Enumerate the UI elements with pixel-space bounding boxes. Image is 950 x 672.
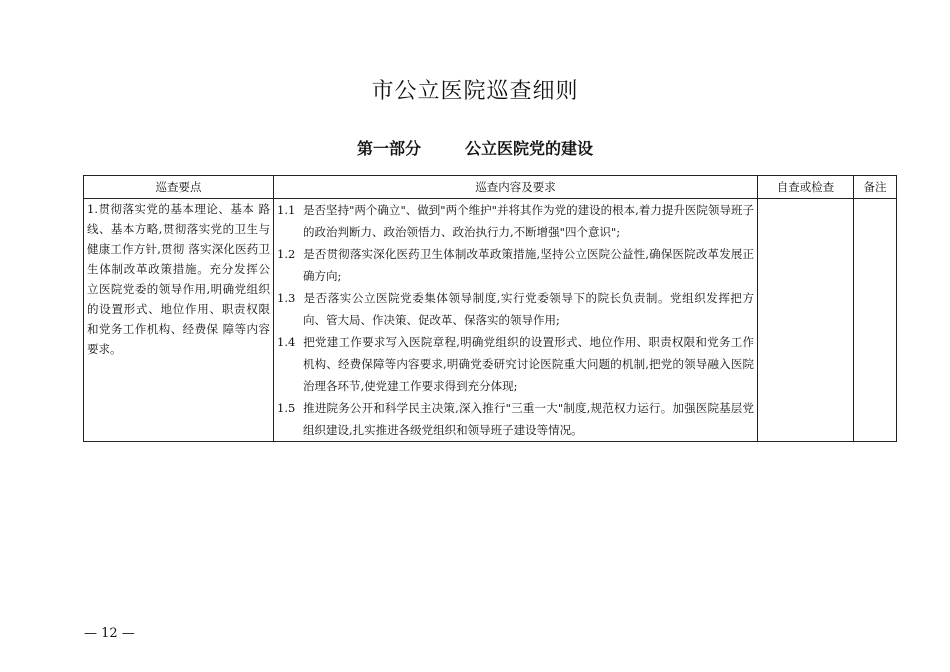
requirement-text: 是否贯彻落实深化医药卫生体制改革政策措施,坚持公立医院公益性,确保医院改革发展正确方向; bbox=[303, 247, 754, 283]
requirement-item bbox=[277, 397, 754, 441]
requirement-item bbox=[277, 287, 754, 331]
remarks-cell[interactable] bbox=[854, 199, 897, 442]
content-cell bbox=[274, 199, 758, 442]
requirement-text: 是否坚持"两个确立"、做到"两个维护"并将其作为党的建设的根本,着力提升医院领导班子的政治判断力、政治领悟力、政治执行力,不断增强"四个意识"; bbox=[303, 203, 754, 239]
requirement-number: 1.1 bbox=[277, 203, 296, 217]
requirement-item bbox=[277, 243, 754, 287]
requirement-text: 把党建工作要求写入医院章程,明确党组织的设置形式、地位作用、职责权限和党务工作机构、经费保障等内容要求,明确党委研究讨论医院重大问题的机制,把党的领导融入医院治理各环节,使党建工作要求得到充分体现; bbox=[303, 335, 754, 393]
section-heading bbox=[0, 136, 950, 159]
page-number: — 12 — bbox=[84, 626, 135, 641]
header-key-points: 巡查要点 bbox=[84, 176, 274, 199]
table-header-row bbox=[84, 176, 897, 199]
section-part-label: 第一部分 bbox=[356, 139, 421, 158]
requirement-number: 1.5 bbox=[277, 401, 296, 415]
requirement-item bbox=[277, 331, 754, 397]
header-remarks: 备注 bbox=[854, 176, 897, 199]
key-point-cell bbox=[84, 199, 274, 442]
requirement-text: 是否落实公立医院党委集体领导制度,实行党委领导下的院长负责制。党组织发挥把方向、管大局、作决策、促改革、保落实的领导作用; bbox=[303, 291, 754, 327]
header-content: 巡查内容及要求 bbox=[274, 176, 758, 199]
self-check-cell[interactable] bbox=[758, 199, 854, 442]
key-point-text: 1.贯彻落实党的基本理论、基本 路线、基本方略,贯彻落实党的卫生与健康工作方针,贯彻 落实深化医药卫生体制改革政策措施。充分发挥公立医院党委的领导作用,明确党组织的设置形式、地位作用、职责权限和党务工作机构、经费保 障等内容要求。 bbox=[87, 202, 270, 356]
header-self-check: 自查或检查 bbox=[758, 176, 854, 199]
requirement-number: 1.2 bbox=[277, 247, 296, 261]
inspection-table bbox=[83, 175, 897, 442]
requirement-text: 推进院务公开和科学民主决策,深入推行"三重一大"制度,规范权力运行。加强医院基层党组织建设,扎实推进各级党组织和领导班子建设等情况。 bbox=[303, 401, 754, 437]
table-row bbox=[84, 199, 897, 442]
requirement-item bbox=[277, 199, 754, 243]
requirement-number: 1.4 bbox=[277, 335, 296, 349]
requirement-number: 1.3 bbox=[277, 291, 296, 305]
document-title: 市公立医院巡查细则 bbox=[371, 79, 579, 104]
section-name: 公立医院党的建设 bbox=[465, 139, 594, 158]
